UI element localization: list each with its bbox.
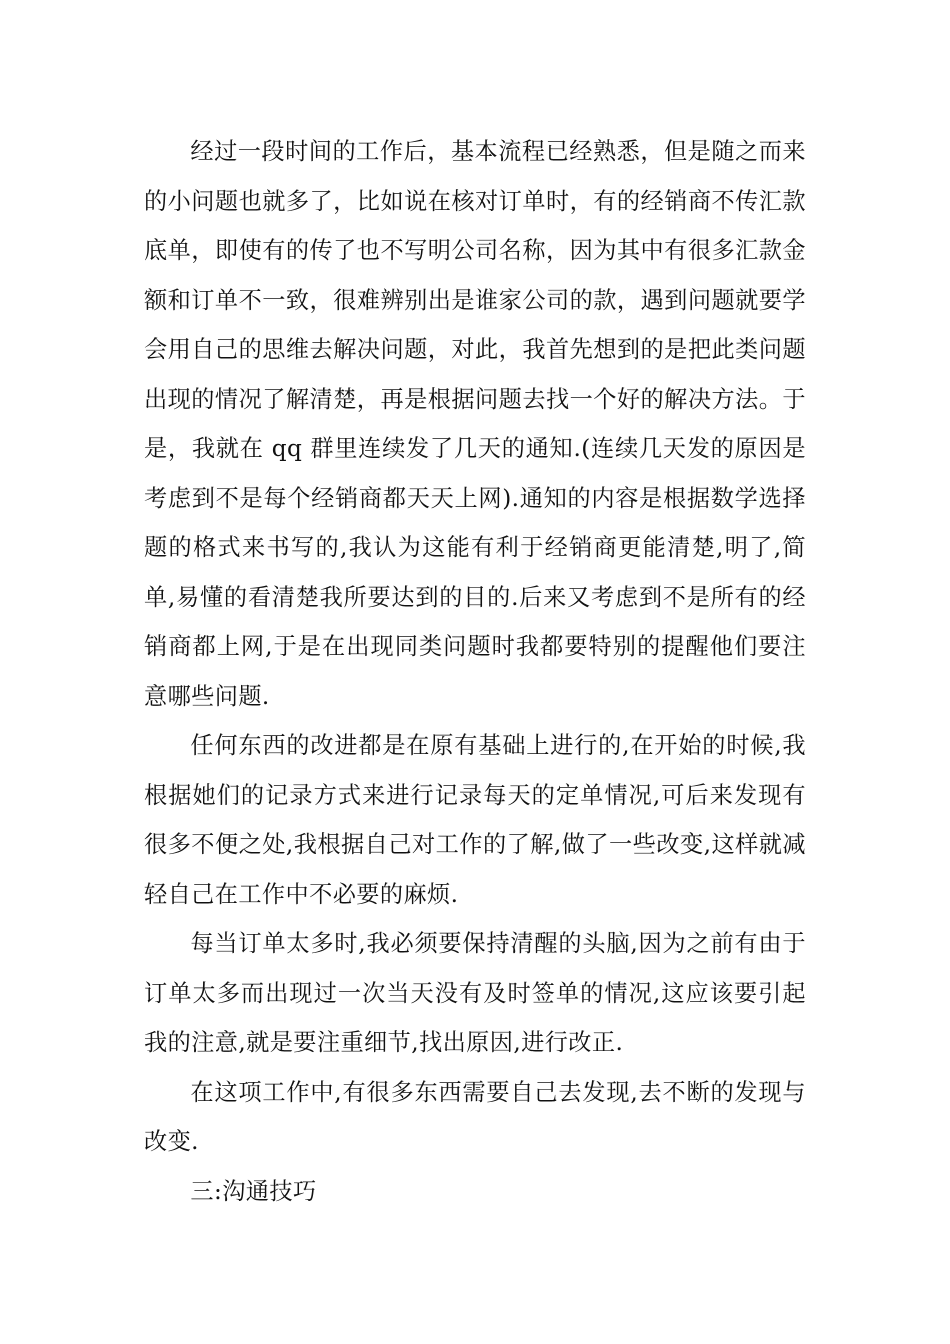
paragraph-4: 在这项工作中,有很多东西需要自己去发现,去不断的发现与改变.: [144, 1078, 806, 1155]
paragraph-2: 任何东西的改进都是在原有基础上进行的,在开始的时候,我根据她们的记录方式来进行记录每天的定单情况,可后来发现有很多不便之处,我根据自己对工作的了解,做了一些改变,这样就减轻自己在工作中不必要的麻烦.: [144, 732, 806, 908]
paragraph-1: 经过一段时间的工作后，基本流程已经熟悉，但是随之而来的小问题也就多了，比如说在核对订单时，有的经销商不传汇款底单，即使有的传了也不写明公司名称，因为其中有很多汇款金额和订单不一致，很难辨别出是谁家公司的款，遇到问题就要学会用自己的思维去解决问题，对此，我首先想到的是把此类问题出现的情况了解清楚，再是根据问题去找一个好的解决方法。于是，我就在 qq 群里连续发了几天的通知.(连续几天发的原因是考虑到不是每个经销商都天天上网).通知的内容是根据数学选择题的格式来书写的,我认为这能有利于经销商更能清楚,明了,简单,易懂的看清楚我所要达到的目的.后来又考虑到不是所有的经销商都上网,于是在出现同类问题时我都要特别的提醒他们要注意哪些问题.: [144, 138, 806, 710]
paragraph-3: 每当订单太多时,我必须要保持清醒的头脑,因为之前有由于订单太多而出现过一次当天没有及时签单的情况,这应该要引起我的注意,就是要注重细节,找出原因,进行改正.: [144, 930, 806, 1056]
section-heading: 三:沟通技巧: [190, 1177, 317, 1205]
